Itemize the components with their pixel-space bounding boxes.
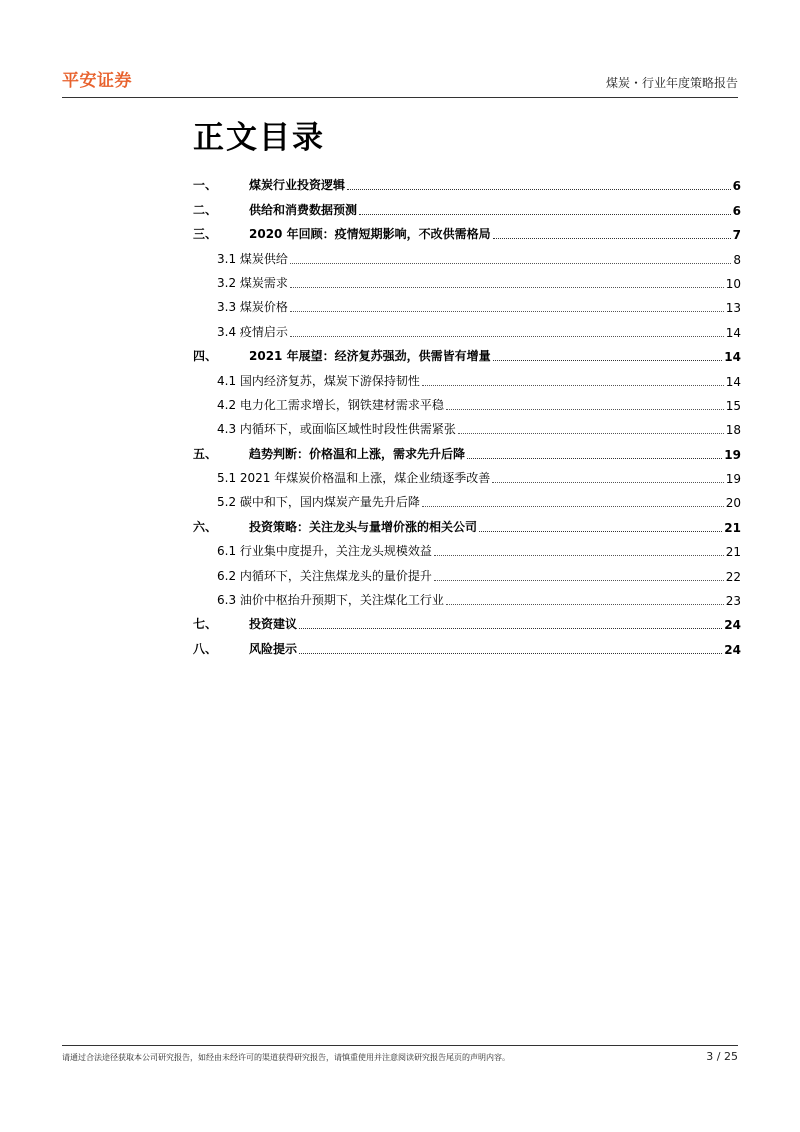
toc-entry-title: 投资建议 bbox=[249, 617, 298, 632]
table-of-contents bbox=[193, 169, 741, 657]
toc-section-entry[interactable] bbox=[193, 486, 741, 510]
toc-entry-page: 24 bbox=[724, 618, 741, 633]
toc-leader-dots bbox=[479, 529, 722, 532]
toc-chapter-entry[interactable] bbox=[193, 632, 741, 656]
toc-entry-number: 二、 bbox=[193, 202, 218, 217]
page-title: 正文目录 bbox=[193, 120, 325, 156]
toc-leader-dots bbox=[434, 553, 724, 556]
toc-entry-page: 10 bbox=[725, 276, 741, 291]
toc-chapter-entry[interactable] bbox=[193, 608, 741, 632]
toc-entry-page: 19 bbox=[725, 472, 741, 487]
toc-leader-dots bbox=[492, 480, 723, 483]
toc-entry-page: 8 bbox=[733, 252, 741, 267]
toc-entry-title: 5.2 碳中和下，国内煤炭产量先升后降 bbox=[217, 495, 420, 510]
toc-leader-dots bbox=[347, 187, 731, 190]
toc-entry-page: 19 bbox=[724, 447, 741, 462]
toc-leader-dots bbox=[422, 504, 724, 507]
toc-entry-number: 七、 bbox=[193, 617, 218, 632]
toc-entry-page: 14 bbox=[725, 325, 741, 340]
toc-chapter-entry[interactable] bbox=[193, 340, 741, 364]
toc-entry-title: 3.1 煤炭供给 bbox=[217, 251, 288, 266]
toc-leader-dots bbox=[359, 212, 731, 215]
toc-entry-title: 3.4 疫情启示 bbox=[217, 324, 288, 339]
toc-entry-page: 23 bbox=[725, 594, 741, 609]
toc-leader-dots bbox=[458, 431, 724, 434]
toc-entry-page: 22 bbox=[725, 569, 741, 584]
toc-leader-dots bbox=[290, 334, 724, 337]
report-title: 煤炭・行业年度策略报告 bbox=[605, 76, 738, 90]
toc-entry-number: 五、 bbox=[193, 446, 218, 461]
toc-leader-dots bbox=[467, 456, 722, 459]
toc-leader-dots bbox=[446, 602, 724, 605]
toc-chapter-entry[interactable] bbox=[193, 510, 741, 534]
toc-entry-title: 6.2 内循环下，关注焦煤龙头的量价提升 bbox=[217, 568, 432, 583]
toc-section-entry[interactable] bbox=[193, 413, 741, 437]
toc-entry-title: 投资策略：关注龙头与量增价涨的相关公司 bbox=[249, 519, 478, 534]
toc-entry-number: 四、 bbox=[193, 349, 218, 364]
toc-entry-page: 24 bbox=[724, 642, 741, 657]
toc-entry-title: 3.3 煤炭价格 bbox=[217, 300, 288, 315]
toc-leader-dots bbox=[434, 578, 724, 581]
toc-entry-page: 13 bbox=[725, 301, 741, 316]
toc-chapter-entry[interactable] bbox=[193, 169, 741, 193]
toc-entry-page: 21 bbox=[724, 520, 741, 535]
toc-entry-title: 趋势判断：价格温和上涨，需求先升后降 bbox=[249, 446, 466, 461]
toc-entry-page: 14 bbox=[724, 350, 741, 365]
toc-chapter-entry[interactable] bbox=[193, 193, 741, 217]
toc-entry-page: 18 bbox=[725, 423, 741, 438]
toc-entry-title: 4.3 内循环下，或面临区域性时段性供需紧张 bbox=[217, 422, 456, 437]
toc-entry-page: 6 bbox=[732, 203, 741, 218]
toc-entry-title: 煤炭行业投资逻辑 bbox=[249, 178, 346, 193]
footer-divider bbox=[62, 1045, 738, 1046]
toc-entry-page: 14 bbox=[725, 374, 741, 389]
toc-entry-page: 20 bbox=[725, 496, 741, 511]
toc-entry-number: 一、 bbox=[193, 178, 218, 193]
toc-entry-title: 4.1 国内经济复苏，煤炭下游保持韧性 bbox=[217, 373, 420, 388]
toc-entry-title: 2020 年回顾：疫情短期影响，不改供需格局 bbox=[249, 227, 491, 242]
toc-entry-page: 15 bbox=[725, 398, 741, 413]
toc-entry-title: 4.2 电力化工需求增长，钢铁建材需求平稳 bbox=[217, 397, 444, 412]
toc-section-entry[interactable] bbox=[193, 315, 741, 339]
toc-chapter-entry[interactable] bbox=[193, 218, 741, 242]
toc-entry-title: 6.1 行业集中度提升，关注龙头规模效益 bbox=[217, 544, 432, 559]
toc-entry-page: 21 bbox=[725, 545, 741, 560]
toc-entry-number: 三、 bbox=[193, 227, 218, 242]
toc-section-entry[interactable] bbox=[193, 267, 741, 291]
toc-chapter-entry[interactable] bbox=[193, 437, 741, 461]
toc-entry-title: 供给和消费数据预测 bbox=[249, 202, 358, 217]
toc-leader-dots bbox=[446, 407, 724, 410]
toc-leader-dots bbox=[290, 261, 731, 264]
header-divider bbox=[62, 97, 738, 98]
toc-entry-title: 3.2 煤炭需求 bbox=[217, 275, 288, 290]
toc-leader-dots bbox=[299, 651, 722, 654]
toc-entry-number: 八、 bbox=[193, 641, 218, 656]
toc-leader-dots bbox=[422, 383, 724, 386]
toc-entry-number: 六、 bbox=[193, 519, 218, 534]
toc-entry-page: 7 bbox=[732, 228, 741, 243]
toc-section-entry[interactable] bbox=[193, 389, 741, 413]
toc-entry-title: 5.1 2021 年煤炭价格温和上涨，煤企业绩逐季改善 bbox=[217, 471, 491, 486]
page-number: 3 / 25 bbox=[706, 1050, 738, 1063]
toc-entry-title: 6.3 油价中枢抬升预期下，关注煤化工行业 bbox=[217, 593, 444, 608]
toc-section-entry[interactable] bbox=[193, 364, 741, 388]
toc-leader-dots bbox=[493, 236, 731, 239]
toc-section-entry[interactable] bbox=[193, 584, 741, 608]
toc-entry-title: 2021 年展望：经济复苏强劲，供需皆有增量 bbox=[249, 349, 491, 364]
toc-section-entry[interactable] bbox=[193, 291, 741, 315]
toc-entry-title: 风险提示 bbox=[249, 641, 298, 656]
toc-section-entry[interactable] bbox=[193, 242, 741, 266]
toc-section-entry[interactable] bbox=[193, 559, 741, 583]
toc-leader-dots bbox=[299, 626, 722, 629]
toc-leader-dots bbox=[290, 309, 724, 312]
toc-section-entry[interactable] bbox=[193, 535, 741, 559]
company-logo: 平安证券 bbox=[62, 71, 132, 91]
toc-leader-dots bbox=[493, 358, 723, 361]
toc-leader-dots bbox=[290, 285, 724, 288]
page-header bbox=[62, 62, 738, 98]
footer-disclaimer: 请通过合法途径获取本公司研究报告，如经由未经许可的渠道获得研究报告，请慎重使用并注意阅读研究报告尾页的声明内容。 bbox=[62, 1053, 510, 1062]
toc-entry-page: 6 bbox=[732, 179, 741, 194]
toc-section-entry[interactable] bbox=[193, 462, 741, 486]
